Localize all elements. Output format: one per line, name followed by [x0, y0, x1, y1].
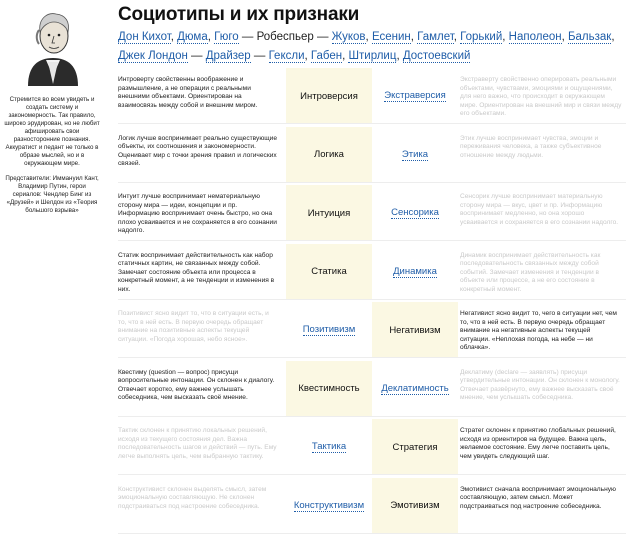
left-trait-description: Логик лучше воспринимает реально существующие объекты, их соотношения и закономерности. Оценивает мир с точки зрения правил и логических связей. — [118, 134, 278, 168]
sociotype-link[interactable]: Бальзак — [567, 31, 612, 43]
row-divider — [118, 123, 626, 124]
sociotype-link[interactable]: Жуков — [331, 31, 366, 43]
right-trait-description: Этик лучше воспринимает чувства, эмоции и переживания человека, а также субъективное отношение между людьми. — [460, 134, 602, 159]
right-trait-label: Стратегия — [392, 441, 438, 453]
left-trait-description: Интуит лучше воспринимает нематериальную сторону мира — идеи, концепции и пр. Информацию воспринимает очень быстро, но она плохо усваивается и не сохраняется в его сознании надолго. — [118, 193, 277, 235]
sociotype-link[interactable]: Габен — [310, 50, 343, 62]
trait-row — [0, 185, 634, 241]
right-trait-label[interactable]: Динамика — [393, 265, 437, 277]
trait-row — [0, 244, 634, 300]
left-trait-description: Статик воспринимает действительность как набор статичных картин, не связанных между собой. Замечает состояние объекта или процесса в конкретный момент, а не тенденции и изменения в них. — [118, 251, 275, 293]
left-trait-label: Статика — [311, 266, 347, 277]
row-divider — [118, 182, 626, 183]
sociotype-link[interactable]: Штирлиц — [348, 50, 397, 62]
right-trait-label: Эмотивизм — [390, 500, 440, 511]
left-trait-description: Конструктивист склонен выделять смысл, затем эмоциональную составляющую. Не склонен подстраиваться под настроение собеседника. — [118, 485, 267, 510]
right-trait-label[interactable]: Экстраверсия — [384, 90, 446, 101]
left-trait-description: Квестиму (question — вопрос) присущи вопросительные интонации. Он склонен к диалогу. Отвечает коротко, ему важнее услышать собеседника, чем высказать своё мнение. — [118, 368, 275, 402]
left-trait-description: Позитивист ясно видит то, что в ситуации есть, и то, что в ней есть. В первую очередь обращает внимание на позитивные аспекты текущей ситуации. «Погода хорошая, небо ясное». — [118, 310, 269, 343]
right-trait-description: Динамик воспринимает действительность как последовательность связанных между собой событий. Замечает изменения и тенденции в объекте или процессе, а не его состояние в конкретный момент. — [460, 251, 601, 293]
trait-row — [0, 361, 634, 417]
left-trait-description: Интроверту свойственны воображение и размышление, а не операции с реальными внешними объектами. Ориентирован на взаимосвязь между собой и внешним миром. — [118, 76, 258, 109]
right-trait-description: Сенсорик лучше воспринимает материальную сторону мира — вкус, цвет и пр. Информацию воспринимает медленно, но она хорошо усваивается и сохраняется в его сознании надолго. — [460, 193, 619, 226]
right-trait-description: Экстраверту свойственно оперировать реальными объектами, чувствами, эмоциями и ощущениями, для него важно, что происходит в окружающем мире. Ориентирован на внешний мир и связи между его объектами. — [460, 76, 622, 118]
trait-row — [0, 478, 634, 534]
row-divider — [118, 299, 626, 300]
right-trait-description: Эмотивист сначала воспринимает эмоциональную составляющую, затем смысл. Может подстраиваться под настроение собеседника. — [460, 485, 616, 510]
left-trait-label[interactable]: Тактика — [311, 441, 347, 452]
right-trait-description: Деклатиму (declare — заявлять) присущи утвердительные интонации. Он склонен к монологу. Отвечает развёрнуто, ему важнее высказать своё мнение, чем услышать собеседника. — [460, 368, 620, 402]
right-trait-description: Негативист ясно видит то, чего в ситуации нет, чем то, что в ней есть. В первую очередь обращает внимание на негативные аспекты текущей ситуации. «Неплохая погода, на небе — ни облачка». — [460, 310, 617, 352]
sociotype-link[interactable]: Драйзер — [205, 50, 251, 62]
sociotype-link[interactable]: Горький — [460, 31, 503, 43]
sociotype-link[interactable]: Джек Лондон — [118, 50, 188, 62]
right-trait-description: Стратег склонен к принятию глобальных решений, исходя из ориентиров на будущее. Важна цель, желаемое состояние. Ему легче поставить цель, чем увидеть следующий шаг. — [460, 427, 616, 460]
sociotype-link[interactable]: Дон Кихот — [118, 31, 171, 43]
sociotype-link[interactable]: Наполеон — [508, 31, 562, 43]
left-trait-label: Логика — [314, 149, 344, 160]
left-trait-label: Квестимность — [298, 383, 360, 394]
row-divider — [118, 240, 626, 241]
sidebar-representatives: Представители: Иммануил Кант, Владимир Путин, герои сериалов: Чендлер Бинг из «Друзей» и Шелдон из «Теория большого взрыва» — [5, 175, 99, 214]
sociotype-link[interactable]: Гамлет — [417, 31, 454, 43]
sociotype-link[interactable]: Есенин — [371, 31, 411, 43]
row-divider — [118, 416, 626, 417]
sociotype-link[interactable]: Гексли — [268, 50, 305, 62]
right-trait-label: Негативизм — [389, 324, 441, 336]
page-title: Социотипы и их признаки — [118, 4, 360, 25]
left-trait-label: Интроверсия — [300, 90, 358, 102]
left-trait-label[interactable]: Конструктивизм — [293, 499, 365, 511]
trait-row — [0, 419, 634, 475]
row-divider — [118, 357, 626, 358]
sociotype-link[interactable]: Гюго — [214, 31, 239, 43]
right-trait-label[interactable]: Деклатимность — [381, 382, 449, 394]
row-divider — [118, 533, 626, 534]
trait-row — [0, 68, 634, 124]
left-trait-label[interactable]: Позитивизм — [302, 324, 356, 335]
sociotype-link[interactable]: Дюма — [177, 31, 208, 43]
sociotype-link[interactable]: Достоевский — [402, 50, 471, 62]
right-trait-label[interactable]: Этика — [401, 148, 429, 160]
row-divider — [118, 474, 626, 475]
left-trait-label: Интуиция — [307, 207, 351, 219]
trait-row — [0, 302, 634, 358]
sociotype-link: Робеспьер — [256, 31, 314, 43]
right-trait-label[interactable]: Сенсорика — [391, 207, 439, 218]
trait-row — [0, 127, 634, 183]
sidebar-description: Стремится во всем увидеть и создать систему и закономерность. Так правило, широко эрудирован, но не любит афишировать свои разносторонние познания. Аккуратист и педант не только в образе мыслей, но и в окружающем мире. — [4, 96, 100, 167]
sociotype-links: Дон Кихот, Дюма, Гюго — Робеспьер — Жуков, Есенин, Гамлет, Горький, Наполеон, Бальзак, Джек Лондон — Драйзер — Гексли, Габен, Штирлиц, Достоевский — [118, 31, 615, 62]
left-trait-description: Тактик склонен к принятию локальных решений, исходя из текущего состояния дел. Важна последовательность шагов и действий — путь. Ему легче выполнять цель, чем выбранную тактику. — [118, 427, 277, 460]
